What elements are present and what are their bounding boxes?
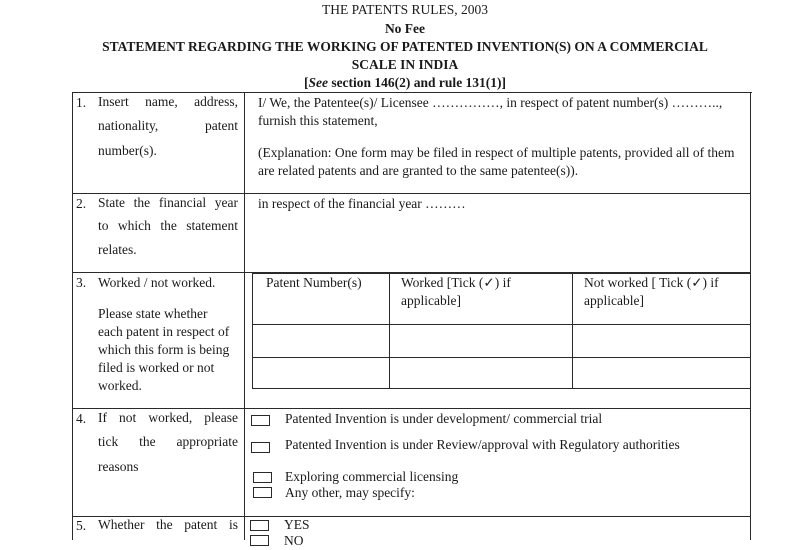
label-word: State [98,195,125,210]
table-border-left [72,92,73,540]
option-any-other: Any other, may specify: [285,485,415,500]
label-word: the [160,218,177,233]
row-label-line: number(s). [98,143,157,158]
not-worked-cell[interactable] [573,358,750,388]
checkbox-under-development[interactable] [251,415,270,426]
rules-title: THE PATENTS RULES, 2003 [321,2,488,17]
nested-border-bottom [252,388,751,389]
label-word: Insert [98,94,129,109]
row-label-line [98,195,238,211]
explanation-line2: are related patents and are granted to the same patentee(s)). [258,163,579,178]
label-word: If [98,410,107,425]
not-worked-cell[interactable] [573,325,750,357]
row-label-line: reasons [98,459,139,474]
row-number: 1. [76,95,87,110]
header-not-worked: Not worked [ Tick (✓) if [584,275,719,290]
row-label-line [98,434,238,450]
row-label-desc: worked. [98,378,142,393]
label-word: please [204,410,238,425]
label-word: the [139,434,156,449]
reference-prefix: [ [303,75,309,90]
label-word: worked, [148,410,193,425]
label-word: name, [145,94,178,109]
row-label-title: Worked / not worked. [98,275,216,290]
label-word: the [133,195,151,210]
checkbox-exploring-licensing[interactable] [253,472,272,483]
patent-number-cell[interactable] [253,358,389,388]
checkbox-yes[interactable] [250,520,269,531]
worked-cell[interactable] [390,358,572,388]
option-under-review: Patented Invention is under Review/approval with Regulatory authorities [285,437,680,452]
patent-number-cell[interactable] [253,325,389,357]
label-word: tick [98,434,119,449]
worked-cell[interactable] [390,325,572,357]
section-reference [0,74,810,92]
row-label-desc: filed is worked or not [98,360,215,375]
checkbox-any-other[interactable] [253,487,272,498]
reference-rest: section 146(2) and rule 131(1)] [327,75,507,90]
row-label-line [98,218,238,234]
statement-title-line2: SCALE IN INDIA [351,57,459,72]
header-patent-numbers: Patent Number(s) [266,275,362,290]
row-label-desc: each patent in respect of [98,324,230,339]
label-word: address, [194,94,238,109]
row-number: 2. [76,196,87,211]
financial-year-line[interactable]: in respect of the financial year ……… [258,196,466,211]
row-label-line [98,410,238,426]
nested-border-right [750,273,751,389]
label-word: the [156,517,173,532]
header-worked: Worked [Tick (✓) if [401,275,511,290]
row-number: 5. [76,518,87,533]
option-exploring-licensing: Exploring commercial licensing [285,469,459,484]
label-word: not [119,410,137,425]
header-worked: applicable] [401,293,461,308]
header-not-worked: applicable] [584,293,644,308]
row-label-line [98,118,238,134]
fee-label: No Fee [384,21,426,36]
column-divider [244,92,245,540]
label-word: patent [205,118,238,133]
label-word: financial [158,195,207,210]
label-word: year [214,195,238,210]
label-word: patent [184,517,218,532]
row-label-line: relates. [98,242,137,257]
checkbox-no[interactable] [250,535,269,546]
row-divider-4 [72,408,751,409]
table-border-top [72,92,752,93]
label-word: to [98,218,109,233]
row-label-desc: which this form is being [98,342,230,357]
row-divider-2 [72,193,751,194]
row-label-line [98,94,238,110]
row-number: 3. [76,275,87,290]
option-no: NO [284,533,304,548]
label-word: is [228,517,238,532]
option-under-development: Patented Invention is under development/ commercial trial [285,411,603,426]
checkbox-under-review[interactable] [251,442,270,453]
label-word: nationality, [98,118,159,133]
row-number: 4. [76,411,87,426]
option-yes: YES [284,517,310,532]
reference-see: See [308,75,328,90]
patentee-statement-line[interactable]: I/ We, the Patentee(s)/ Licensee ……………, in respect of patent number(s) ……….., [258,95,723,110]
label-word: which [117,218,151,233]
label-word: appropriate [176,434,238,449]
label-word: Whether [98,517,145,532]
statement-title-line1: STATEMENT REGARDING THE WORKING OF PATENTED INVENTION(S) ON A COMMERCIAL [102,39,708,54]
furnish-statement-line: furnish this statement, [258,113,378,128]
row-label-desc: Please state whether [98,306,208,321]
label-word: statement [186,218,238,233]
row-label-line [98,517,238,533]
explanation-line1: (Explanation: One form may be filed in respect of multiple patents, provided all of them [258,145,735,160]
